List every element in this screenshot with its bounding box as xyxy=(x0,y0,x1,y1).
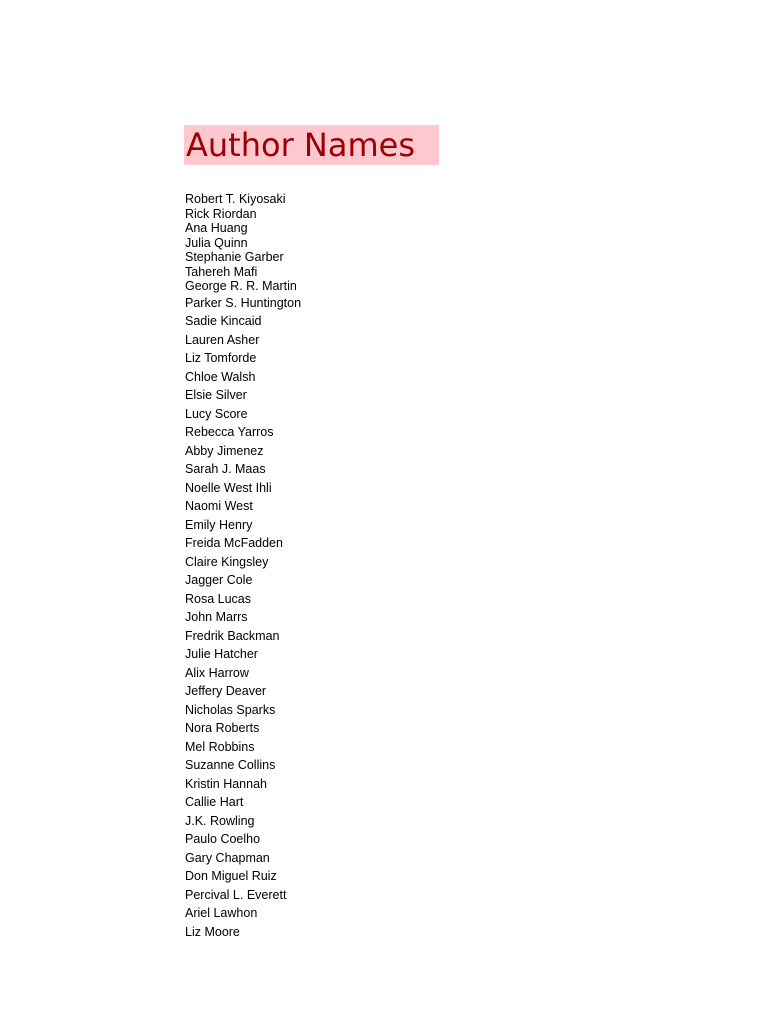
author-name: Chloe Walsh xyxy=(185,369,256,384)
author-name: Parker S. Huntington xyxy=(185,295,302,310)
author-name: Stephanie Garber xyxy=(185,250,284,264)
author-name: Suzanne Collins xyxy=(185,758,276,772)
author-name: Paulo Coelho xyxy=(185,832,261,846)
author-name: Abby Jimenez xyxy=(185,443,264,458)
author-name: Ariel Lawhon xyxy=(185,906,258,920)
author-name: Liz Moore xyxy=(185,924,240,939)
author-name: Lucy Score xyxy=(185,406,248,421)
author-name: George R. R. Martin xyxy=(185,279,297,293)
author-name: Callie Hart xyxy=(185,795,244,809)
author-name: Rosa Lucas xyxy=(185,591,252,606)
author-name: J.K. Rowling xyxy=(185,813,255,828)
author-name: Nicholas Sparks xyxy=(185,702,276,717)
author-name: Sarah J. Maas xyxy=(185,462,266,476)
author-name: Nora Roberts xyxy=(185,721,260,735)
author-name: Mel Robbins xyxy=(185,739,255,754)
author-name: Claire Kingsley xyxy=(185,554,269,569)
author-name: Percival L. Everett xyxy=(185,887,287,902)
author-name: Sadie Kincaid xyxy=(185,314,262,328)
author-name: Don Miguel Ruiz xyxy=(185,869,277,883)
author-name: Kristin Hannah xyxy=(185,776,267,791)
author-name: Lauren Asher xyxy=(185,332,260,347)
author-list xyxy=(185,192,301,941)
author-name: Emily Henry xyxy=(185,517,253,532)
author-name: Jagger Cole xyxy=(185,573,253,587)
author-name: Liz Tomforde xyxy=(185,351,257,365)
author-name: Gary Chapman xyxy=(185,850,270,865)
author-name: Jeffery Deaver xyxy=(185,684,267,698)
author-name: Alix Harrow xyxy=(185,665,249,680)
author-name: Freida McFadden xyxy=(185,536,283,550)
author-name: Ana Huang xyxy=(185,221,248,235)
author-name: Fredrik Backman xyxy=(185,628,280,643)
author-name: John Marrs xyxy=(185,610,248,624)
author-name: Rick Riordan xyxy=(185,206,257,221)
author-name: Noelle West Ihli xyxy=(185,480,272,495)
author-name: Elsie Silver xyxy=(185,388,247,402)
author-name: Tahereh Mafi xyxy=(185,264,258,279)
page-title: Author Names xyxy=(184,125,439,165)
author-name: Julia Quinn xyxy=(185,235,248,250)
author-name: Julie Hatcher xyxy=(185,647,258,661)
author-name: Rebecca Yarros xyxy=(185,425,274,439)
author-name: Robert T. Kiyosaki xyxy=(185,192,286,206)
author-name: Naomi West xyxy=(185,499,253,513)
